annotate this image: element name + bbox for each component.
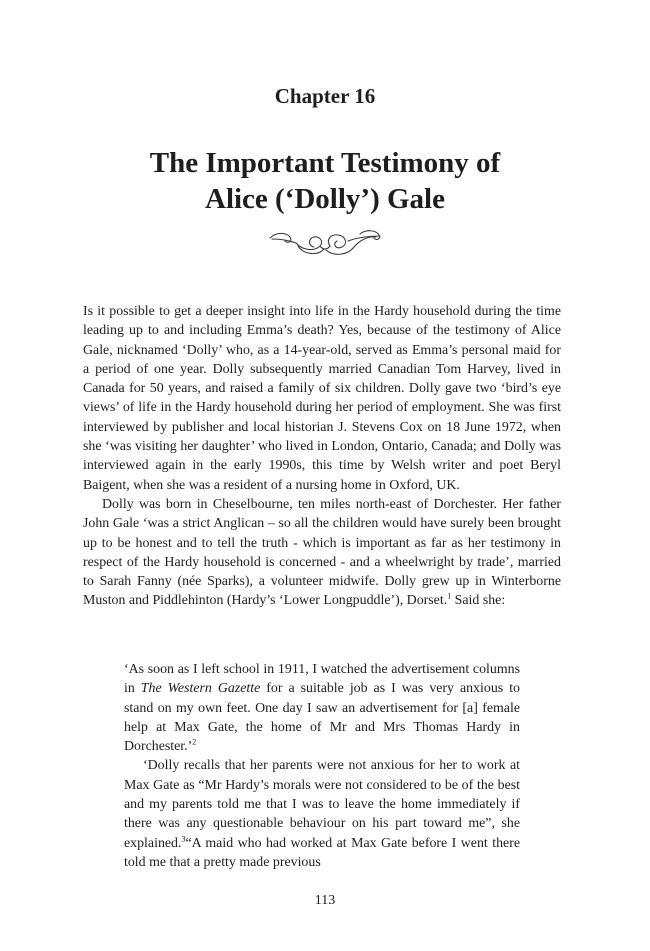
- paragraph: Is it possible to get a deeper insight into life in the Hardy household during the time leading up to and including Emma’s death? Yes, because of the testimony of Alice Gale, nicknamed ‘Dolly’ who, as a 14-year-old, served as Emma’s personal maid for a period of one year. Dolly subsequently married Canadian Tom Harvey, lived in Canada for 50 years, and raised a family of six children. Dolly gave two ‘bird’s eye views’ of life in the Hardy household during her period of employment. She was first interviewed by publisher and local historian J. Stevens Cox on 18 June 1972, when she ‘was visiting her daughter’ who lived in London, Ontario, Canada; and Dolly was interviewed again in the early 1990s, this time by Welsh writer and poet Beryl Baigent, when she was a resident of a nursing home in Oxford, UK.: [83, 304, 561, 493]
- paragraph-text: Said she:: [451, 593, 506, 609]
- quote-text: for a suitable job as I was very anxious to stand on my own feet. One day I saw an advertisement for [a] female help at Max Gate, the home of Mr and Mrs Thomas Hardy in Dorchester.’: [124, 681, 520, 755]
- footnote-marker[interactable]: 1: [447, 591, 452, 601]
- footnote-marker[interactable]: 2: [192, 737, 197, 747]
- quote-paragraph: [124, 756, 520, 872]
- page-number: 113: [314, 893, 336, 908]
- newspaper-title: The Western Gazette: [140, 681, 261, 697]
- body-text: [83, 302, 561, 611]
- chapter-title: [0, 145, 650, 217]
- chapter-label: Chapter 16: [274, 84, 376, 108]
- block-quote: [124, 660, 520, 872]
- chapter-title-line-2: Alice (‘Dolly’) Gale: [205, 183, 445, 215]
- footnote-marker[interactable]: 3: [181, 834, 186, 844]
- quote-text: ‘As soon as I left school in 1911, I watched the advertisement columns in: [124, 662, 520, 697]
- quote-text: ‘Dolly recalls that her parents were not anxious for her to work at Max Gate as “Mr Hardy’s morals were not considered to be of the best and my parents told me that I was to leave the home immediately if there was any questionable behaviour on his part toward me”, she explained.: [124, 758, 520, 851]
- paragraph: [83, 495, 561, 611]
- quote-text: “A maid who had worked at Max Gate before I went there told me that a pretty made previous: [124, 835, 520, 870]
- paragraph-text: Dolly was born in Cheselbourne, ten miles north-east of Dorchester. Her father John Gale ‘was a strict Anglican – so all the children would have surely been brought up to be honest and to tell the truth - which is important as far as her testimony in respect of the Hardy household is concerned - and a wheelwright by trade’, married to Sarah Fanny (née Sparks), a volunteer midwife. Dolly grew up in Winterborne Muston and Piddlehinton (Hardy’s ‘Lower Longpuddle’), Dorset.: [83, 496, 561, 609]
- quote-paragraph: [124, 660, 520, 756]
- scroll-ornament-icon: [268, 224, 382, 260]
- chapter-title-line-1: The Important Testimony of: [149, 147, 501, 179]
